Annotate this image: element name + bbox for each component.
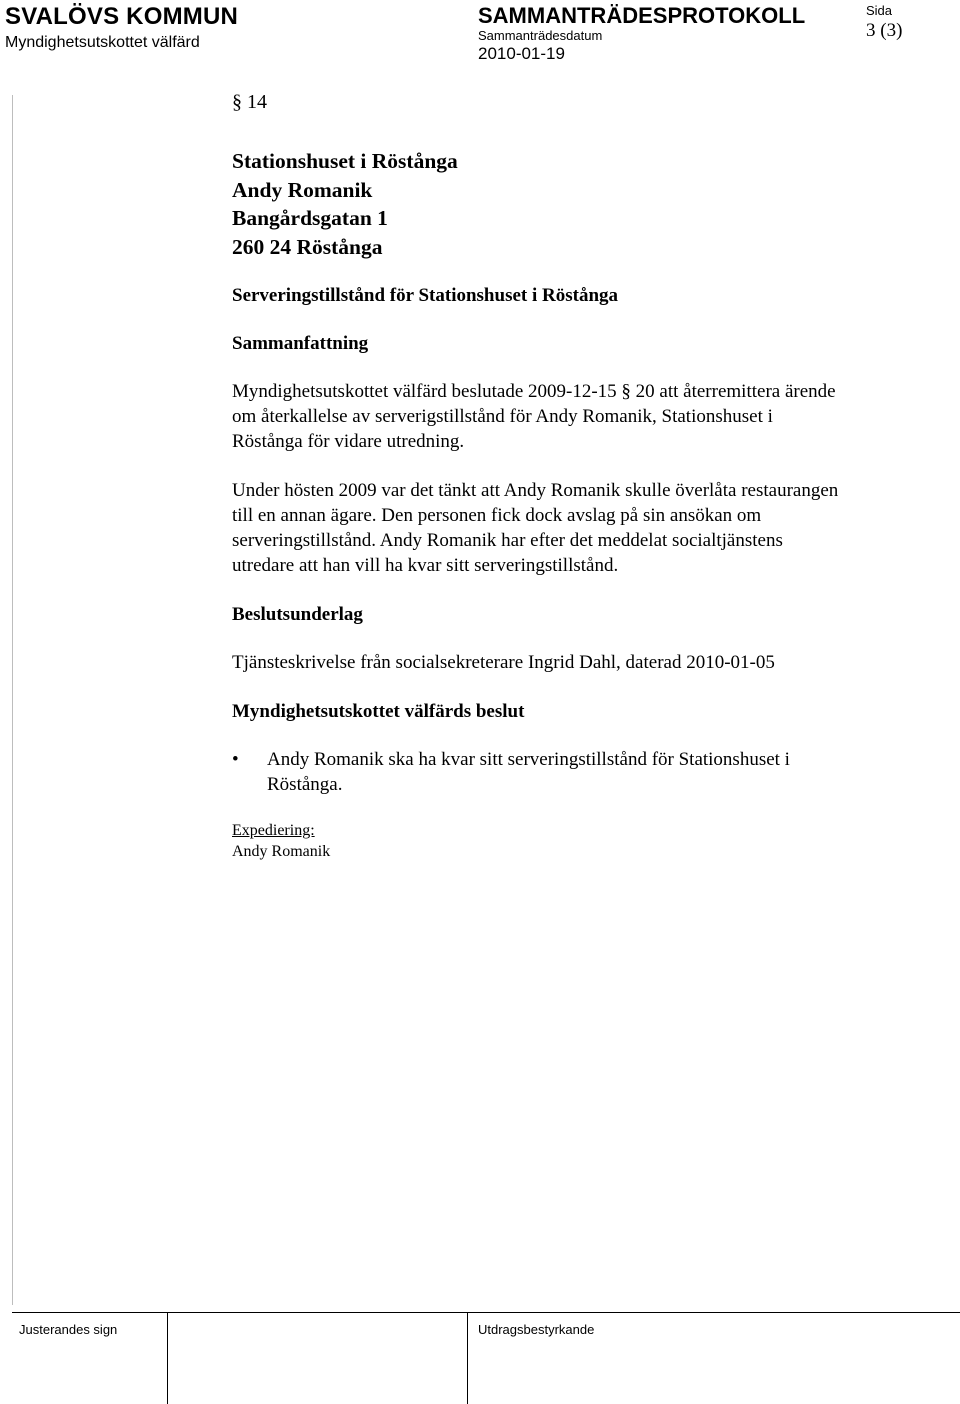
page-label: Sida [866, 3, 893, 18]
summary-paragraph-2 [232, 478, 922, 578]
meeting-date-label: Sammanträdesdatum [478, 28, 603, 43]
signature-label: Justerandes sign [19, 1322, 118, 1337]
dispatch-recipient: Andy Romanik [232, 843, 331, 860]
signature-footer [12, 1312, 960, 1404]
text-line: Under hösten 2009 var det tänkt att Andy Romanik skulle överlåta restaurangen [232, 480, 839, 501]
text-line: serveringstillstånd. Andy Romanik har efter det meddelat socialtjänstens [232, 530, 783, 551]
text-line: utredare att han vill ha kvar sitt serveringstillstånd. [232, 555, 619, 576]
text-line: Tjänsteskrivelse från socialsekreterare Ingrid Dahl, daterad 2010-01-05 [232, 652, 775, 673]
certification-label: Utdragsbestyrkande [478, 1322, 595, 1337]
address-block [232, 147, 922, 261]
organization-name: SVALÖVS KOMMUN [5, 3, 239, 30]
footer-divider [467, 1313, 468, 1404]
basis-heading: Beslutsunderlag [232, 604, 363, 625]
decision-list-item [232, 747, 922, 797]
address-line: Bangårdsgatan 1 [232, 206, 388, 230]
text-line: om återkallelse av serverigstillstånd för Andy Romanik, Stationshuset i [232, 406, 773, 427]
subject-heading: Serveringstillstånd för Stationshuset i Röstånga [232, 285, 619, 306]
section-number: § 14 [232, 91, 267, 113]
left-margin-rule [12, 95, 13, 1305]
basis-text [232, 650, 922, 675]
text-line: till en annan ägare. Den personen fick dock avslag på sin ansökan om [232, 505, 762, 526]
page-number: 3 (3) [866, 20, 903, 41]
document-type: SAMMANTRÄDESPROTOKOLL [478, 3, 806, 28]
summary-heading: Sammanfattning [232, 333, 369, 354]
text-line: Myndighetsutskottet välfärd beslutade 2009-12-15 § 20 att återremittera ärende [232, 381, 836, 402]
organization-unit: Myndighetsutskottet välfärd [5, 34, 200, 51]
meeting-date-value: 2010-01-19 [478, 44, 565, 63]
address-line: 260 24 Röstånga [232, 234, 383, 259]
dispatch-label: Expediering: [232, 822, 315, 839]
protocol-section [232, 90, 922, 863]
address-line: Stationshuset i Röstånga [232, 149, 458, 173]
address-line: Andy Romanik [232, 177, 373, 202]
text-line: Andy Romanik ska ha kvar sitt serveringstillstånd för Stationshuset i [267, 749, 790, 770]
bullet-icon: • [232, 749, 239, 770]
text-line: Röstånga. [267, 774, 343, 795]
footer-divider [167, 1313, 168, 1404]
decision-heading: Myndighetsutskottet välfärds beslut [232, 701, 525, 722]
summary-paragraph-1 [232, 379, 922, 454]
text-line: Röstånga för vidare utredning. [232, 431, 465, 452]
